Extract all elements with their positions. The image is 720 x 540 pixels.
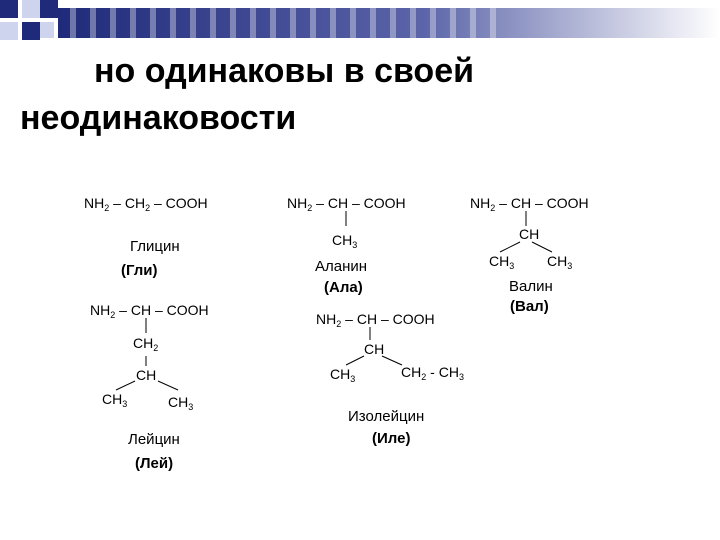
- leucine-formula: $NH_2$ – CH – COOH: [90, 302, 209, 320]
- alanine-name: Аланин: [315, 258, 368, 275]
- isoleucine-ch: CH: [364, 341, 385, 357]
- leucine-abbr: (Лей): [135, 455, 174, 472]
- isoleucine-abbr: (Иле): [372, 430, 411, 447]
- glycine-abbr: (Гли): [121, 262, 158, 279]
- bond-line: [158, 381, 178, 390]
- leucine-ch: CH: [136, 367, 157, 383]
- valine-name: Валин: [509, 278, 553, 295]
- isoleucine-ch3: $CH_3$: [330, 366, 356, 384]
- slide-title: [20, 48, 700, 142]
- valine-ch3-right: $CH_3$: [547, 253, 573, 271]
- alanine-formula: $NH_2$ – CH – COOH: [287, 195, 406, 213]
- title-line-2: неодинаковости: [20, 99, 297, 137]
- valine-abbr: (Вал): [510, 298, 549, 315]
- title-line-1: но одинаковы в своей: [94, 52, 475, 90]
- leucine-name: Лейцин: [128, 431, 180, 448]
- isoleucine-name: Изолейцин: [348, 408, 425, 425]
- alanine-ch3: $CH_3$: [332, 232, 358, 250]
- bond-line: [116, 381, 135, 390]
- alanine-abbr: (Ала): [324, 279, 363, 296]
- isoleucine-formula: $NH_2$ – CH – COOH: [316, 311, 435, 329]
- isoleucine-ch2-ch3: $CH_2 - CH_3$: [401, 364, 464, 382]
- leucine-ch3-left: $CH_3$: [102, 391, 128, 409]
- bond-line: [382, 356, 402, 365]
- valine-ch3-left: $CH_3$: [489, 253, 515, 271]
- glycine-name: Глицин: [130, 238, 180, 255]
- bond-line: [346, 356, 364, 365]
- valine-formula: $NH_2$ – CH – COOH: [470, 195, 589, 213]
- leucine-ch3-right: $CH_3$: [168, 394, 194, 412]
- bond-line: [532, 242, 552, 252]
- bond-line: [500, 242, 520, 252]
- valine-ch: CH: [519, 226, 540, 242]
- glycine-formula: $NH_2 - CH_2$ – COOH: [84, 195, 208, 213]
- leucine-ch2: $CH_2$: [133, 335, 159, 353]
